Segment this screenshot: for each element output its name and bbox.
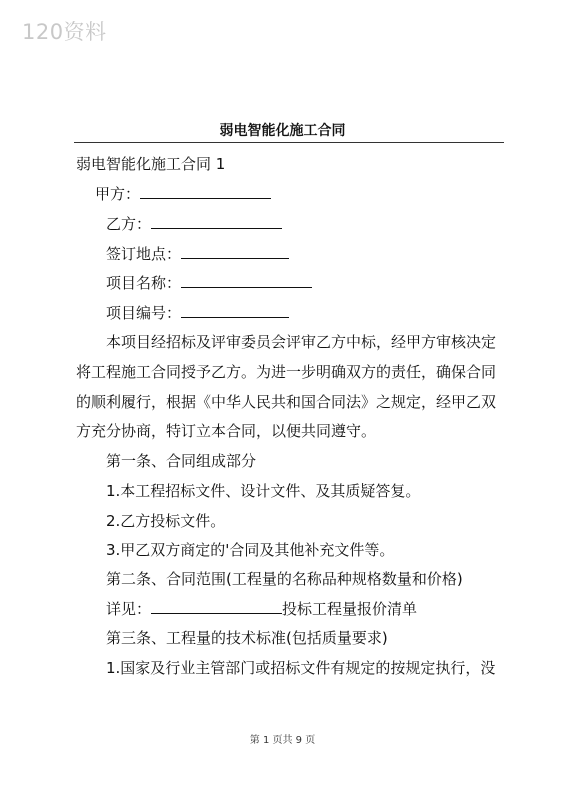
article-3-heading: 第三条、工程量的技术标准(包括质量要求) xyxy=(106,629,388,647)
party-b-blank xyxy=(151,214,282,229)
watermark-logo: 120资料 xyxy=(22,20,107,44)
sign-place-blank xyxy=(181,244,289,259)
article-2-heading: 第二条、合同范围(工程量的名称品种规格数量和价格) xyxy=(106,570,463,588)
details-suffix: 投标工程量报价清单 xyxy=(282,600,418,618)
document-title: 弱电智能化施工合同 xyxy=(219,123,346,139)
party-a-label: 甲方： xyxy=(95,185,141,203)
article-3-item-1: 1.国家及行业主管部门或招标文件有规定的按规定执行，没 xyxy=(106,659,496,677)
title-divider xyxy=(74,142,504,143)
details-label: 详见： xyxy=(106,600,152,618)
party-a-field xyxy=(95,183,271,204)
sign-place-label: 签订地点： xyxy=(106,245,182,263)
project-number-blank xyxy=(181,303,289,318)
project-number-field xyxy=(106,302,289,323)
project-name-label: 项目名称： xyxy=(106,274,182,292)
details-field xyxy=(106,598,417,619)
article-1-heading: 第一条、合同组成部分 xyxy=(106,452,257,470)
project-name-field xyxy=(106,272,312,293)
sign-place-field xyxy=(106,243,289,264)
paragraph-1-line-4: 方充分协商，特订立本合同，以便共同遵守。 xyxy=(76,422,377,440)
document-subtitle: 弱电智能化施工合同 1 xyxy=(76,155,226,173)
party-b-field xyxy=(106,213,282,234)
project-number-label: 项目编号： xyxy=(106,304,182,322)
page-number-footer: 第 1 页共 9 页 xyxy=(249,735,316,746)
paragraph-1-line-1: 本项目经招标及评审委员会评审乙方中标，经甲方审核决定 xyxy=(106,333,497,351)
party-a-blank xyxy=(140,184,271,199)
article-1-item-1: 1.本工程招标文件、设计文件、及其质疑答复。 xyxy=(106,482,421,500)
details-blank xyxy=(151,599,282,614)
party-b-label: 乙方： xyxy=(106,215,152,233)
project-name-blank xyxy=(181,273,312,288)
article-1-item-2: 2.乙方投标文件。 xyxy=(106,512,226,530)
paragraph-1-line-2: 将工程施工合同授予乙方。为进一步明确双方的责任，确保合同 xyxy=(76,363,497,381)
paragraph-1-line-3: 的顺利履行，根据《中华人民共和国合同法》之规定，经甲乙双 xyxy=(76,393,497,411)
article-1-item-3: 3.甲乙双方商定的'合同及其他补充文件等。 xyxy=(106,541,395,559)
